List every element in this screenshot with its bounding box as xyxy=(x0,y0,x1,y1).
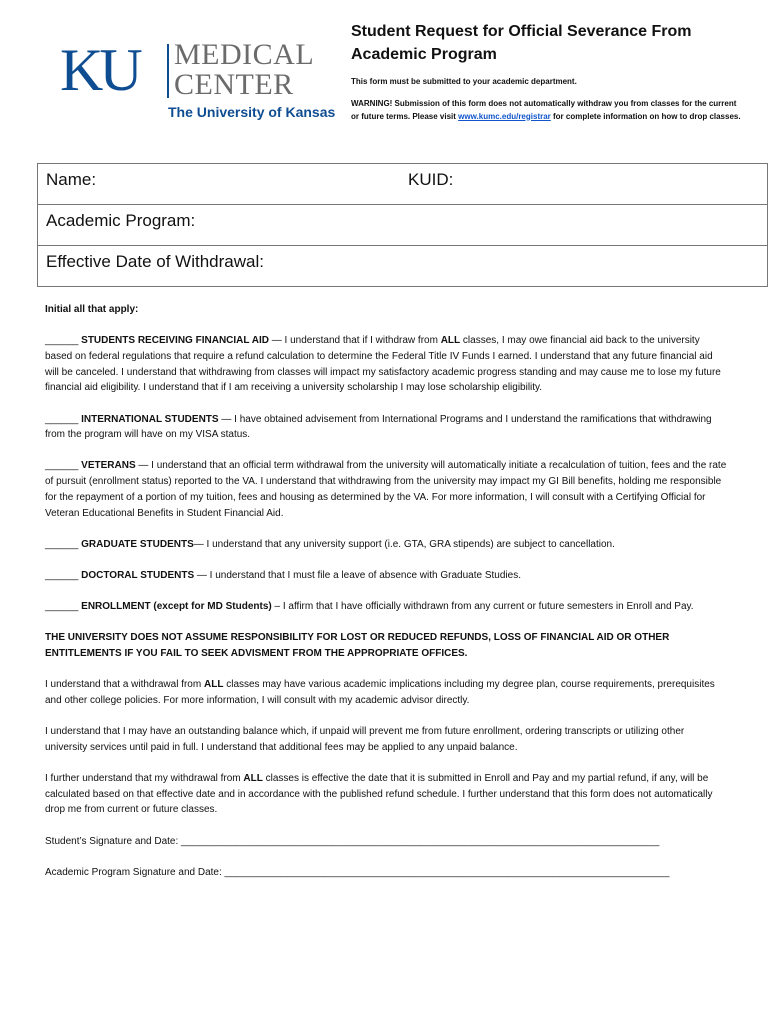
program-row xyxy=(38,205,767,246)
item-text: — I have obtained advisement from International Programs and I understand the ramifications that withdrawing from the program will have on my VISA status. xyxy=(45,413,712,441)
statement-text: I understand that a withdrawal from xyxy=(45,679,204,691)
warning-post: for complete information on how to drop classes. xyxy=(550,111,741,121)
item-label: VETERANS xyxy=(81,460,136,472)
form-title: Student Request for Official Severance From Academic Program xyxy=(351,23,692,63)
logo-medical: MEDICAL xyxy=(174,38,315,71)
balance-statement: I understand that I may have an outstanding balance which, if unpaid will prevent me from future enrollment, ordering transcripts or utilizing other university services until paid in full. I understand that additional fees may be applied to any unpaid balance. xyxy=(45,726,685,753)
item-label: INTERNATIONAL STUDENTS xyxy=(81,413,219,425)
student-info-table xyxy=(37,163,768,287)
program-signature-line[interactable]: Academic Program Signature and Date: ________________________________________________________________________________ xyxy=(45,866,670,878)
submission-note: This form must be submitted to your academic department. xyxy=(351,77,577,86)
warning-pre: WARNING! Submission of this form does not automatically withdraw you from classes for the current or future terms. Please visit xyxy=(351,99,737,121)
logo-ku-mark: KU xyxy=(60,37,139,103)
item-label: ENROLLMENT (except for MD Students) xyxy=(81,601,272,613)
logo-center: CENTER xyxy=(174,68,294,101)
all-emphasis: ALL xyxy=(440,335,461,347)
graduate-item xyxy=(45,537,727,553)
effective-date-row xyxy=(38,246,767,286)
initial-blank[interactable]: ______ xyxy=(45,460,79,472)
item-text: – I affirm that I have officially withdrawn from any current or future semesters in Enroll and Pay. xyxy=(271,601,694,613)
logo-tagline: The University of Kansas xyxy=(168,104,336,120)
kuid-field[interactable]: KUID: xyxy=(408,170,454,189)
enrollment-item xyxy=(45,599,727,615)
item-label: DOCTORAL STUDENTS xyxy=(81,569,195,581)
warning-text xyxy=(351,98,746,123)
refund-statement xyxy=(45,771,727,818)
name-kuid-row xyxy=(38,164,767,205)
initial-blank[interactable]: ______ xyxy=(45,538,79,550)
student-signature-line[interactable]: Student’s Signature and Date: ______________________________________________________________________________________ xyxy=(45,835,660,847)
statement-text: classes may have various academic implications including my degree plan, course requirements, prerequisites and other college policies. For more information, I will consult with my academic advisor directly. xyxy=(45,679,715,706)
form-body xyxy=(45,302,727,896)
name-field[interactable]: Name: xyxy=(46,170,97,189)
logo-divider xyxy=(167,44,169,98)
item-text: — I understand that an official term withdrawal from the university will automatically initiate a recalculation of tuition, fees and the rate of pursuit (enrollment status) reported to the VA. I understand that withdrawing from the university may impact my GI Bill benefits, holding me responsible for the repayment of a portion of my tuition, fees and housing as determined by the VA. For more information, I will consult with a Certifying Official for Veteran Educational Benefits in Student Financial Aid. xyxy=(45,460,727,519)
financial-aid-item xyxy=(45,333,727,396)
disclaimer: THE UNIVERSITY DOES NOT ASSUME RESPONSIBILITY FOR LOST OR REDUCED REFUNDS, LOSS OF FINANCIAL AID OR OTHER ENTITLEMENTS IF YOU FAIL TO SEEK ADVISMENT FROM THE APPROPRIATE OFFICES. xyxy=(45,632,670,660)
initial-heading: Initial all that apply: xyxy=(45,304,139,315)
initial-blank[interactable]: ______ xyxy=(45,413,79,425)
item-text: classes, I may owe financial aid back to the university based on federal regulations that require a refund calculation to determine the Federal Title IV Funds I earned. I understand that any future financial aid will be canceled. I understand that withdrawing from classes will impact my satisfactory academic progress standing and may cause me to lose my future financial aid eligibility. I understand that if I am receiving a university scholarship I may lose scholarship eligibility. xyxy=(45,335,721,394)
veterans-item xyxy=(45,458,727,521)
international-item xyxy=(45,412,727,443)
effective-date-field[interactable]: Effective Date of Withdrawal: xyxy=(46,252,264,271)
item-text: — I understand that any university support (i.e. GTA, GRA stipends) are subject to cancellation. xyxy=(193,538,615,550)
registrar-link[interactable]: www.kumc.edu/registrar xyxy=(458,111,551,121)
doctoral-item xyxy=(45,568,727,584)
all-emphasis: ALL xyxy=(203,679,224,691)
form-header xyxy=(351,20,746,123)
item-text: — I understand that if I withdraw from xyxy=(268,335,441,347)
item-text: — I understand that I must file a leave of absence with Graduate Studies. xyxy=(194,569,521,581)
statement-text: classes is effective the date that it is submitted in Enroll and Pay and my partial refund, if any, will be calculated based on that effective date and in accordance with the published refund schedule. I further understand that this form does not automatically drop me from current or future classes. xyxy=(45,773,713,816)
initial-blank[interactable]: ______ xyxy=(45,601,79,613)
all-emphasis: ALL xyxy=(243,773,263,785)
statement-text: I further understand that my withdrawal from xyxy=(45,773,244,785)
academic-program-field[interactable]: Academic Program: xyxy=(46,211,196,230)
initial-blank[interactable]: ______ xyxy=(45,335,79,347)
initial-blank[interactable]: ______ xyxy=(45,569,79,581)
ku-medical-center-logo xyxy=(60,37,340,130)
academic-implications-statement xyxy=(45,677,727,708)
item-label: STUDENTS RECEIVING FINANCIAL AID xyxy=(81,335,269,347)
item-label: GRADUATE STUDENTS xyxy=(81,538,194,550)
